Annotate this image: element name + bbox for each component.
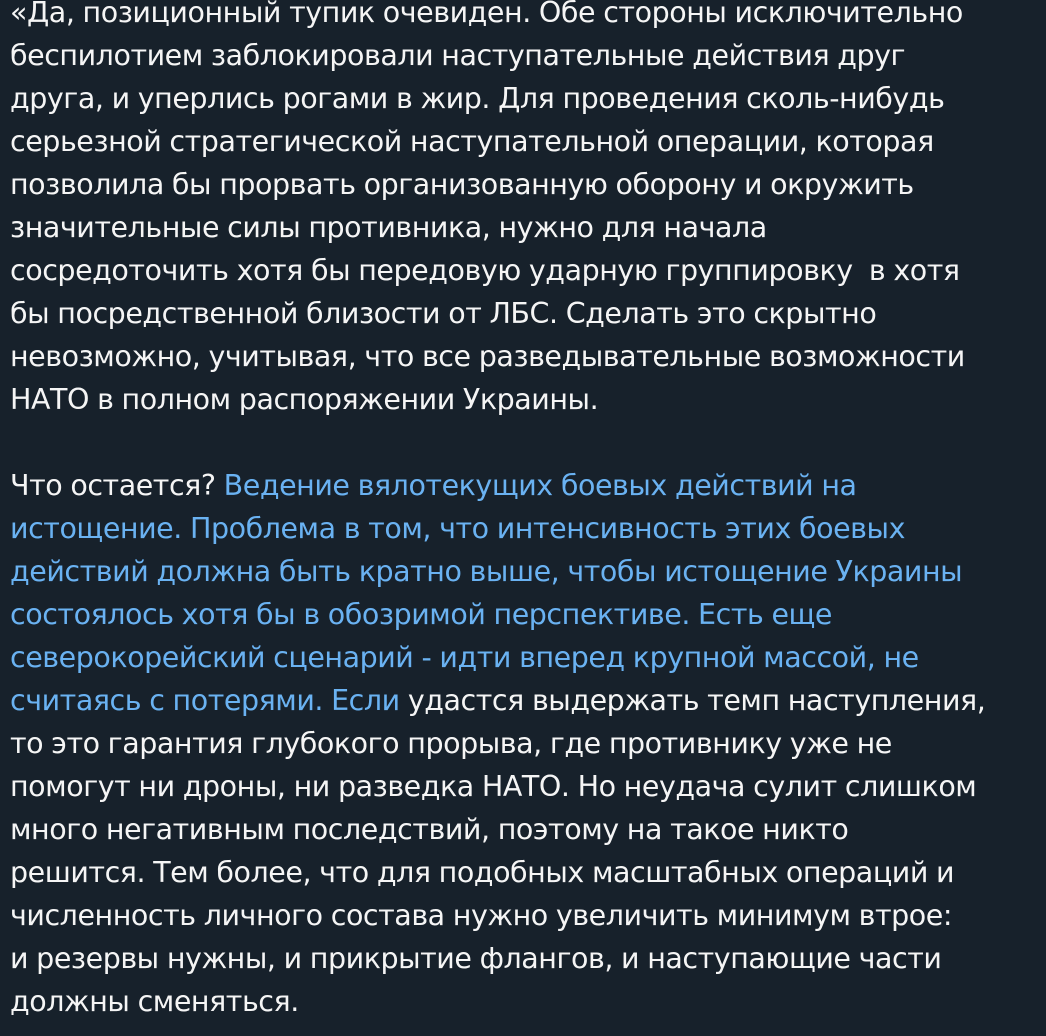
text-line: то это гарантия глубокого прорыва, где противнику уже не [10,727,892,760]
highlighted-text: Ведение вялотекущих боевых действий на [223,469,857,502]
text-line: решится. Тем более, что для подобных масштабных операций и [10,856,955,889]
text-line: много негативным последствий, поэтому на такое никто [10,813,849,846]
text-line: позволила бы прорвать организованную оборону и окружить [10,168,914,201]
message-text [10,0,1038,1023]
plain-text: удастся выдержать темп наступления, [399,684,986,717]
text-line: и резервы нужны, и прикрытие флангов, и наступающие части [10,942,942,975]
text-line: помогут ни дроны, ни разведка НАТО. Но неудача сулит слишком [10,770,977,803]
text-line: невозможно, учитывая, что все разведывательные возможности [10,340,965,373]
text-line: должны сменяться. [10,985,299,1018]
highlighted-line: состоялось хотя бы в обозримой перспективе. Есть еще [10,598,833,631]
text-line: беспилотием заблокировали наступательные действия друг [10,39,906,72]
text-line: численность личного состава нужно увеличить минимум втрое: [10,899,953,932]
highlighted-line: истощение. Проблема в том, что интенсивность этих боевых [10,512,905,545]
highlighted-line: северокорейский сценарий - идти вперед крупной массой, не [10,641,919,674]
plain-text: Что остается? [10,469,224,502]
text-line: «Да, позиционный тупик очевиден. Обе стороны исключительно [10,0,963,29]
text-line: друга, и уперлись рогами в жир. Для проведения сколь-нибудь [10,82,945,115]
highlighted-text: считаясь с потерями. Если [10,684,400,717]
text-line: сосредоточить хотя бы передовую ударную группировку в хотя [10,254,960,287]
text-line: серьезной стратегической наступательной операции, которая [10,125,934,158]
highlighted-line: действий должна быть кратно выше, чтобы истощение Украины [10,555,963,588]
paragraph-2 [10,464,1038,1023]
text-line: значительные силы противника, нужно для начала [10,211,767,244]
text-line [10,679,1038,722]
paragraph-1 [10,0,1038,421]
paragraph-gap [10,421,1038,464]
text-line: бы посредственной близости от ЛБС. Сделать это скрытно [10,297,877,330]
text-line [10,464,1038,507]
text-line: НАТО в полном распоряжении Украины. [10,383,599,416]
